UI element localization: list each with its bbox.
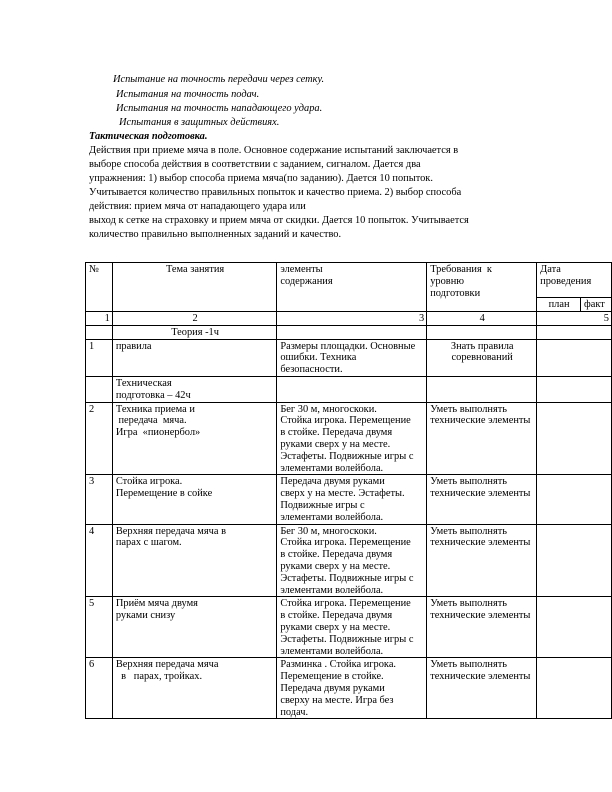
row-requirements: Уметь выполнять технические элементы (427, 597, 537, 658)
section-row (86, 325, 612, 339)
col-number: 5 (537, 312, 612, 326)
table-row (86, 524, 612, 597)
row-requirements: Уметь выполнять технические элементы (427, 475, 537, 524)
table-row (86, 402, 612, 475)
paragraph-line: Действия при приеме мяча в поле. Основное содержание испытаний заключается в (89, 145, 459, 156)
col-number: 4 (427, 312, 537, 326)
row-requirements: Уметь выполнять технические элементы (427, 524, 537, 597)
section-tech: Техническая подготовка – 42ч (112, 376, 276, 402)
row-topic: Приём мяча двумя руками снизу (112, 597, 276, 658)
row-num: 3 (86, 475, 113, 524)
intro-line: Испытания в защитных действиях. (119, 117, 280, 128)
paragraph-line: выборе способа действия в соответствии с заданием, сигналом. Дается два (89, 159, 421, 170)
row-topic: правила (112, 339, 276, 376)
table-row (86, 475, 612, 524)
paragraph-line: количество правильно выполненных заданий и качество. (89, 229, 342, 240)
row-num: 4 (86, 524, 113, 597)
row-elements: Бег 30 м, многоскоки. Стойка игрока. Перемещение в стойке. Передача двумя руками сверх у на месте. Эстафеты. Подвижные игры с элементами волейбола. (277, 402, 427, 475)
col-number: 1 (86, 312, 113, 326)
intro-line: Испытания на точность нападающего удара. (116, 103, 323, 114)
header-date: Дата проведения (537, 263, 612, 298)
table-header-row (86, 263, 612, 298)
header-plan: план (537, 298, 581, 312)
row-num: 2 (86, 402, 113, 475)
header-requirements: Требования к уровню подготовки (427, 263, 537, 312)
row-requirements: Уметь выполнять технические элементы (427, 658, 537, 719)
intro-line: Испытания на точность подач. (116, 89, 260, 100)
section-row (86, 376, 612, 402)
row-elements: Стойка игрока. Перемещение в стойке. Передача двумя руками сверх у на месте. Эстафеты. Подвижные игры с элементами волейбола. (277, 597, 427, 658)
row-elements: Размеры площадки. Основные ошибки. Техника безопасности. (277, 339, 427, 376)
row-topic: Техника приема и передача мяча. Игра «пионербол» (112, 402, 276, 475)
table-row (86, 597, 612, 658)
paragraph-line: действия: прием мяча от нападающего удара или (89, 201, 306, 212)
intro-line: Испытание на точность передачи через сетку. (113, 74, 325, 85)
header-topic: Тема занятия (112, 263, 276, 312)
col-number: 3 (277, 312, 427, 326)
row-elements: Разминка . Стойка игрока. Перемещение в стойке. Передача двумя руками сверху на месте. Игра без подач. (277, 658, 427, 719)
paragraph-line: упражнения: 1) выбор способа приема мяча(по заданию). Дается 10 попыток. (89, 173, 433, 184)
table-row (86, 658, 612, 719)
row-topic: Верхняя передача мяча в парах с шагом. (112, 524, 276, 597)
lesson-plan-table (85, 262, 612, 719)
row-topic: Верхняя передача мяча в парах, тройках. (112, 658, 276, 719)
row-num: 1 (86, 339, 113, 376)
paragraph-line: Учитывается количество правильных попыток и качество приема. 2) выбор способа (89, 187, 462, 198)
row-elements: Передача двумя руками сверх у на месте. Эстафеты. Подвижные игры с элементами волейбола. (277, 475, 427, 524)
section-theory: Теория -1ч (112, 325, 276, 339)
paragraph-line: выход к сетке на страховку и прием мяча от скидки. Дается 10 попыток. Учитывается (89, 215, 469, 226)
col-number: 2 (112, 312, 276, 326)
header-fact: факт (581, 298, 612, 312)
row-requirements: Знать правила соревнований (427, 339, 537, 376)
header-num: № (86, 263, 113, 312)
row-topic: Стойка игрока. Перемещение в сойке (112, 475, 276, 524)
row-num: 5 (86, 597, 113, 658)
column-numbers-row (86, 312, 612, 326)
row-requirements: Уметь выполнять технические элементы (427, 402, 537, 475)
row-num: 6 (86, 658, 113, 719)
table-row (86, 339, 612, 376)
row-elements: Бег 30 м, многоскоки. Стойка игрока. Перемещение в стойке. Передача двумя руками сверх у на месте. Эстафеты. Подвижные игры с элементами волейбола. (277, 524, 427, 597)
header-elements: элементы содержания (277, 263, 427, 312)
section-heading: Тактическая подготовка. (89, 131, 208, 142)
